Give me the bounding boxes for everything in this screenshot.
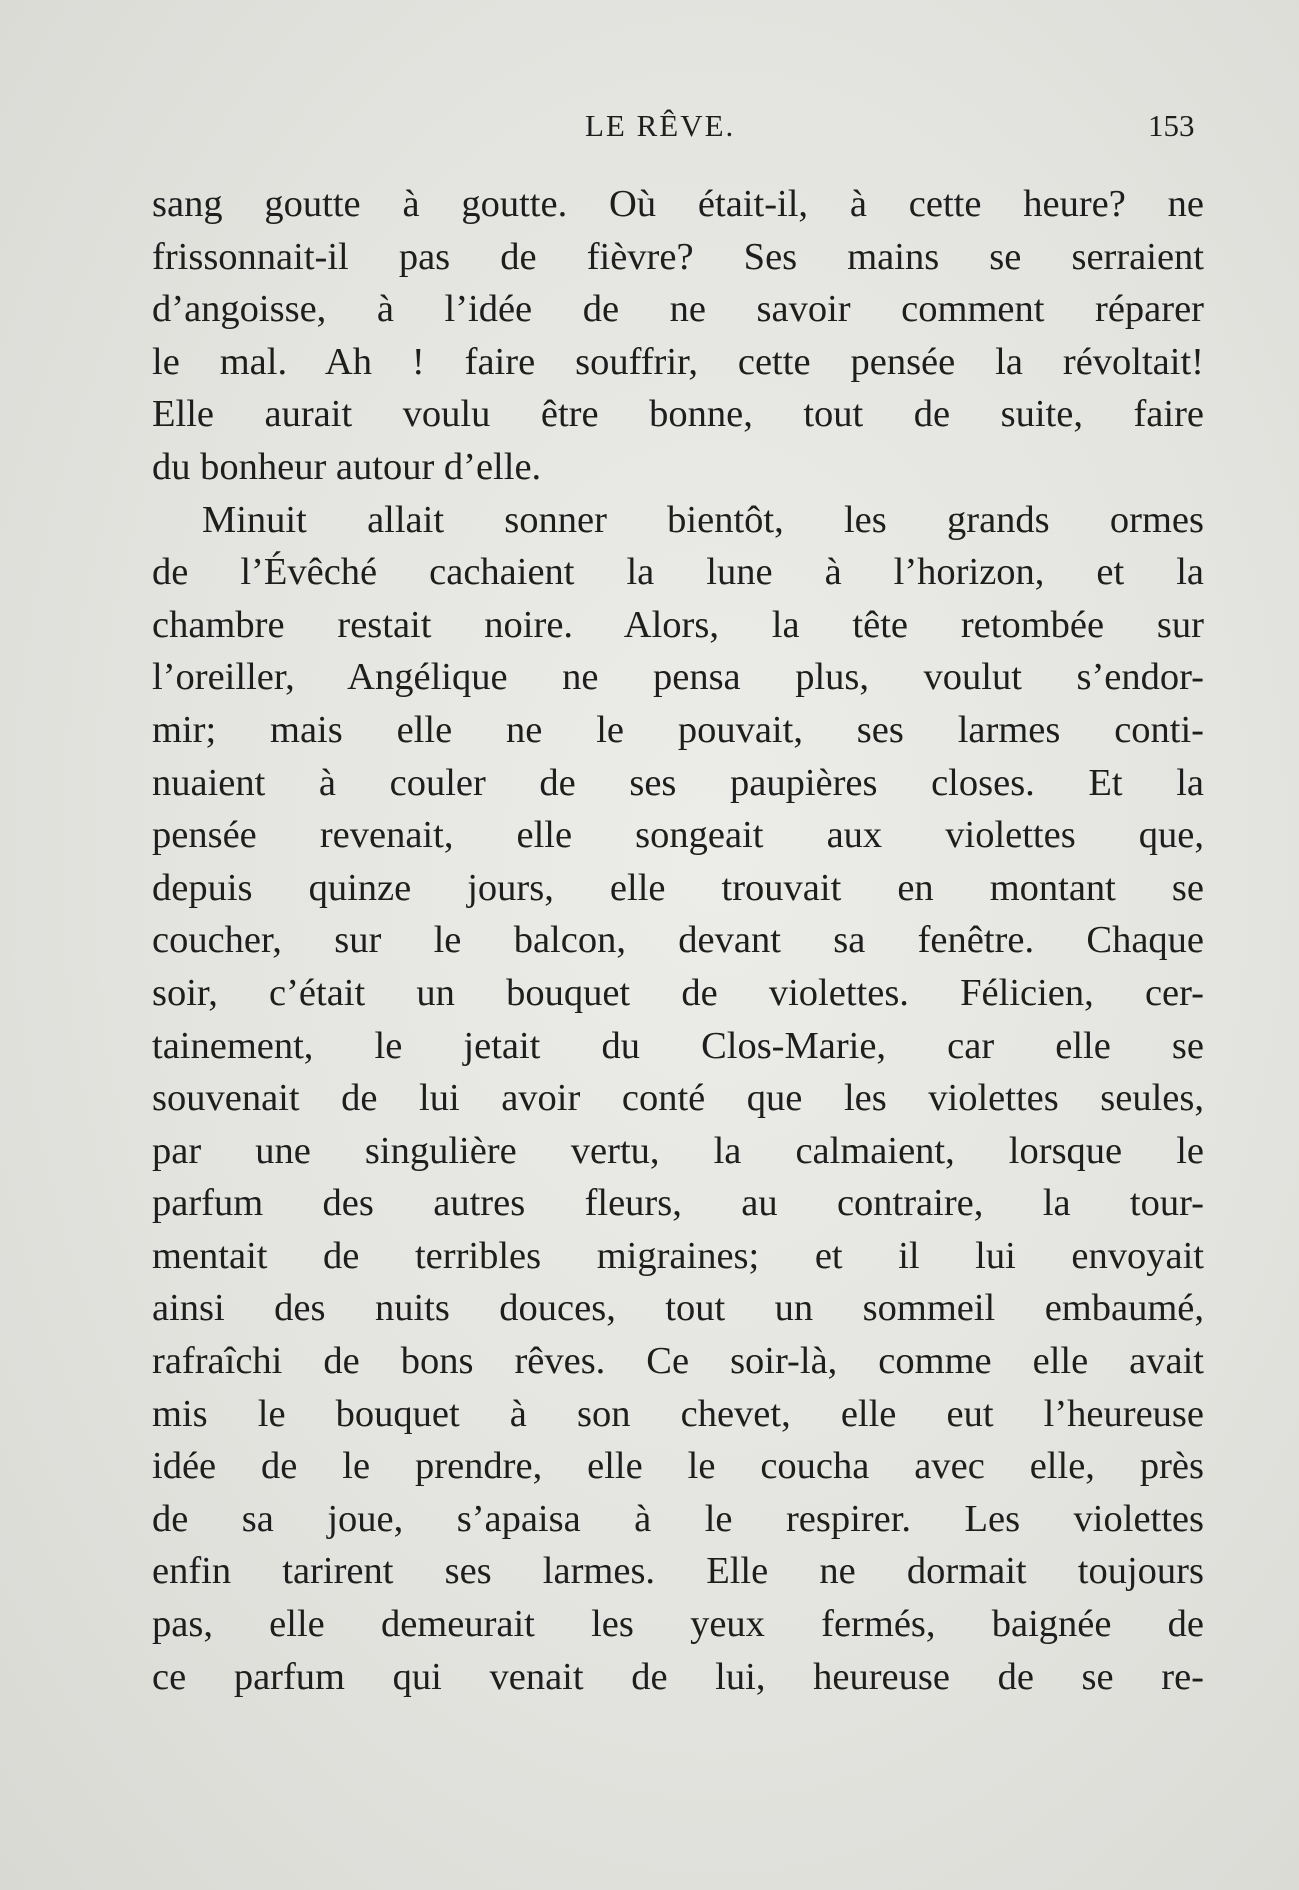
text-line: tainement, le jetait du Clos-Marie, car elle se [152,1024,1204,1067]
body-text [152,178,1204,1703]
page-number: 153 [1148,108,1195,143]
running-title: LE RÊVE. [585,108,736,143]
text-line: Elle aurait voulu être bonne, tout de suite, faire [152,393,1204,436]
text-line: l’oreiller, Angélique ne pensa plus, voulut s’endor- [152,656,1204,699]
text-line: de sa joue, s’apaisa à le respirer. Les violettes [152,1497,1204,1540]
text-line: par une singulière vertu, la calmaient, lorsque le [152,1129,1204,1172]
text-line: souvenait de lui avoir conté que les violettes seules, [152,1077,1204,1120]
text-line: de l’Évêché cachaient la lune à l’horizon, et la [152,551,1204,594]
text-line: pas, elle demeurait les yeux fermés, baignée de [152,1603,1204,1646]
text-line: sang goutte à goutte. Où était-il, à cette heure? ne [152,183,1204,225]
text-line: Minuit allait sonner bientôt, les grands ormes [202,498,1204,541]
text-line: mentait de terribles migraines; et il lui envoyait [152,1234,1204,1277]
text-line: enfin tarirent ses larmes. Elle ne dormait toujours [152,1550,1204,1593]
text-line: d’angoisse, à l’idée de ne savoir comment réparer [152,288,1204,331]
text-line: nuaient à couler de ses paupières closes. Et la [152,761,1204,804]
text-line: rafraîchi de bons rêves. Ce soir-là, comme elle avait [152,1340,1204,1383]
text-line: parfum des autres fleurs, au contraire, la tour- [152,1182,1204,1225]
text-line: du bonheur autour d’elle. [152,445,542,488]
text-line: frissonnait-il pas de fièvre? Ses mains se serraient [152,235,1204,278]
text-line: coucher, sur le balcon, devant sa fenêtre. Chaque [152,919,1204,962]
text-line: idée de le prendre, elle le coucha avec elle, près [152,1445,1204,1488]
running-header [0,108,1299,152]
text-line: soir, c’était un bouquet de violettes. Félicien, cer- [152,971,1204,1014]
text-line: mir; mais elle ne le pouvait, ses larmes conti- [152,708,1204,751]
text-line: pensée revenait, elle songeait aux violettes que, [152,814,1204,857]
text-line: depuis quinze jours, elle trouvait en montant se [152,866,1204,909]
text-line: chambre restait noire. Alors, la tête retombée sur [152,603,1204,646]
text-line: ce parfum qui venait de lui, heureuse de se re- [152,1655,1204,1698]
text-line: le mal. Ah ! faire souffrir, cette pensée la révoltait! [152,340,1204,383]
text-line: mis le bouquet à son chevet, elle eut l’heureuse [152,1392,1204,1435]
text-line: ainsi des nuits douces, tout un sommeil embaumé, [152,1287,1204,1330]
